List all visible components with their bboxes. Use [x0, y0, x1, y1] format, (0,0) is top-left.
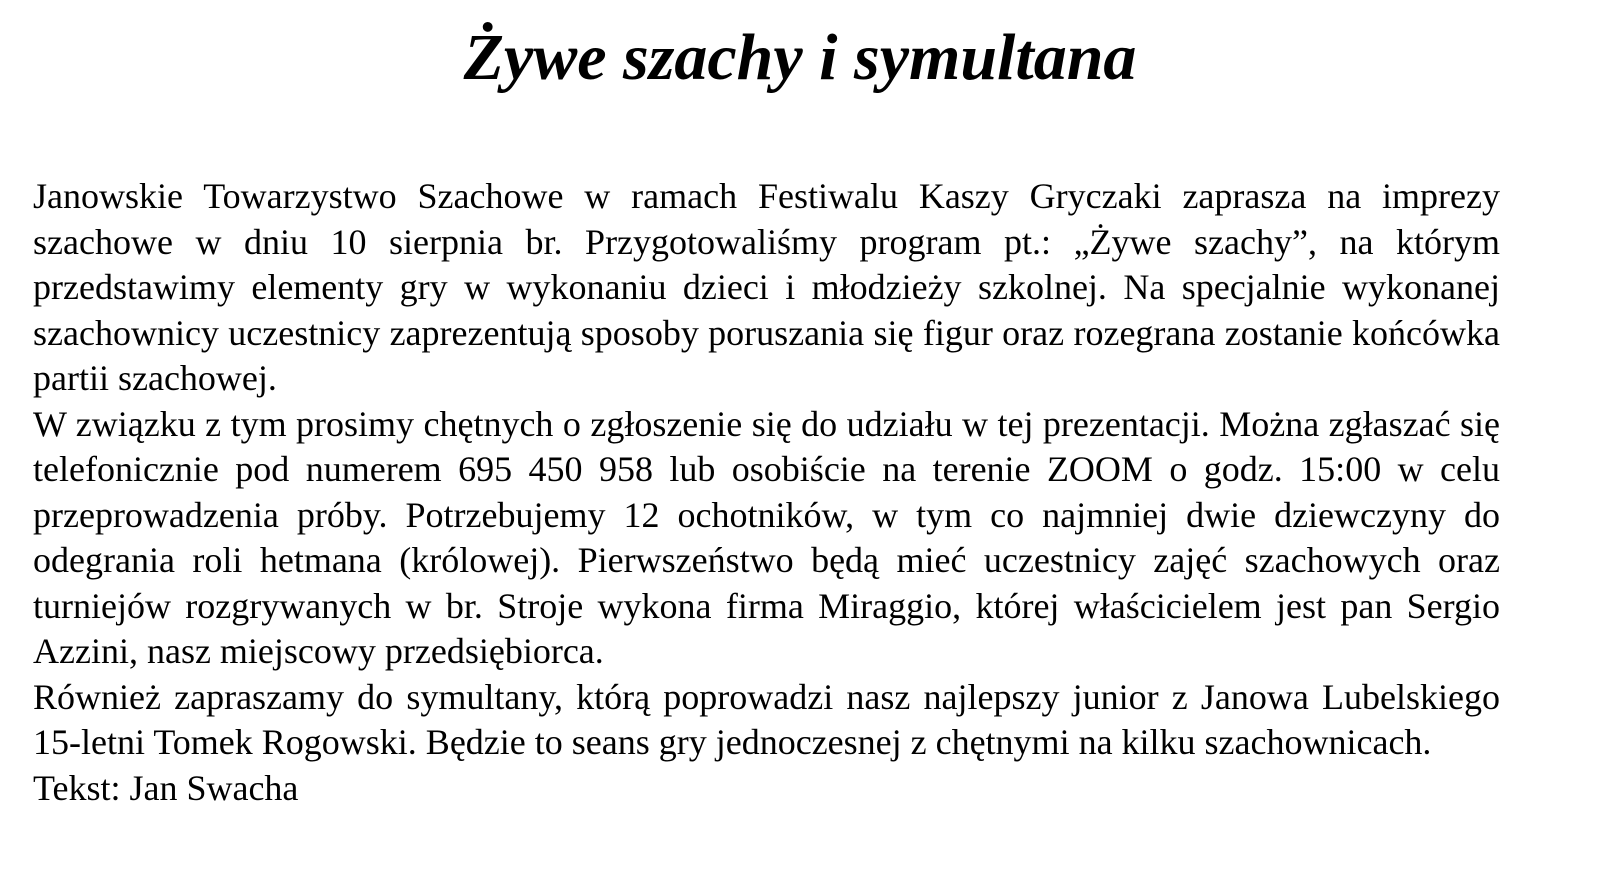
article-title: Żywe szachy i symultana — [463, 21, 1137, 94]
author-credit: Tekst: Jan Swacha — [33, 767, 299, 808]
article-body — [33, 174, 1500, 811]
paragraph-simultaneous: Również zapraszamy do symultany, którą poprowadzi nasz najlepszy junior z Janowa Lubelskiego 15-letni Tomek Rogowski. Będzie to seans gry jednoczesnej z chętnymi na kilku szachownicach. — [33, 676, 1500, 762]
paragraph-registration: W związku z tym prosimy chętnych o zgłoszenie się do udziału w tej prezentacji. Można zgłaszać się telefonicznie pod numerem 695 450 958 lub osobiście na terenie ZOOM o godz. 15:00 w celu przeprowadzenia próby. Potrzebujemy 12 ochotników, w tym co najmniej dwie dziewczyny do odegrania roli hetmana (królowej). Pierwszeństwo będą mieć uczestnicy zajęć szachowych oraz turniejów rozgrywanych w br. Stroje wykona firma Miraggio, której właścicielem jest pan Sergio Azzini, nasz miejscowy przedsiębiorca. — [33, 403, 1500, 671]
paragraph-invitation: Janowskie Towarzystwo Szachowe w ramach Festiwalu Kaszy Gryczaki zaprasza na imprezy szachowe w dniu 10 sierpnia br. Przygotowaliśmy program pt.: „Żywe szachy”, na którym przedstawimy elementy gry w wykonaniu dzieci i młodzieży szkolnej. Na specjalnie wykonanej szachownicy uczestnicy zaprezentują sposoby poruszania się figur oraz rozegrana zostanie końcówka partii szachowej. — [33, 176, 1500, 398]
